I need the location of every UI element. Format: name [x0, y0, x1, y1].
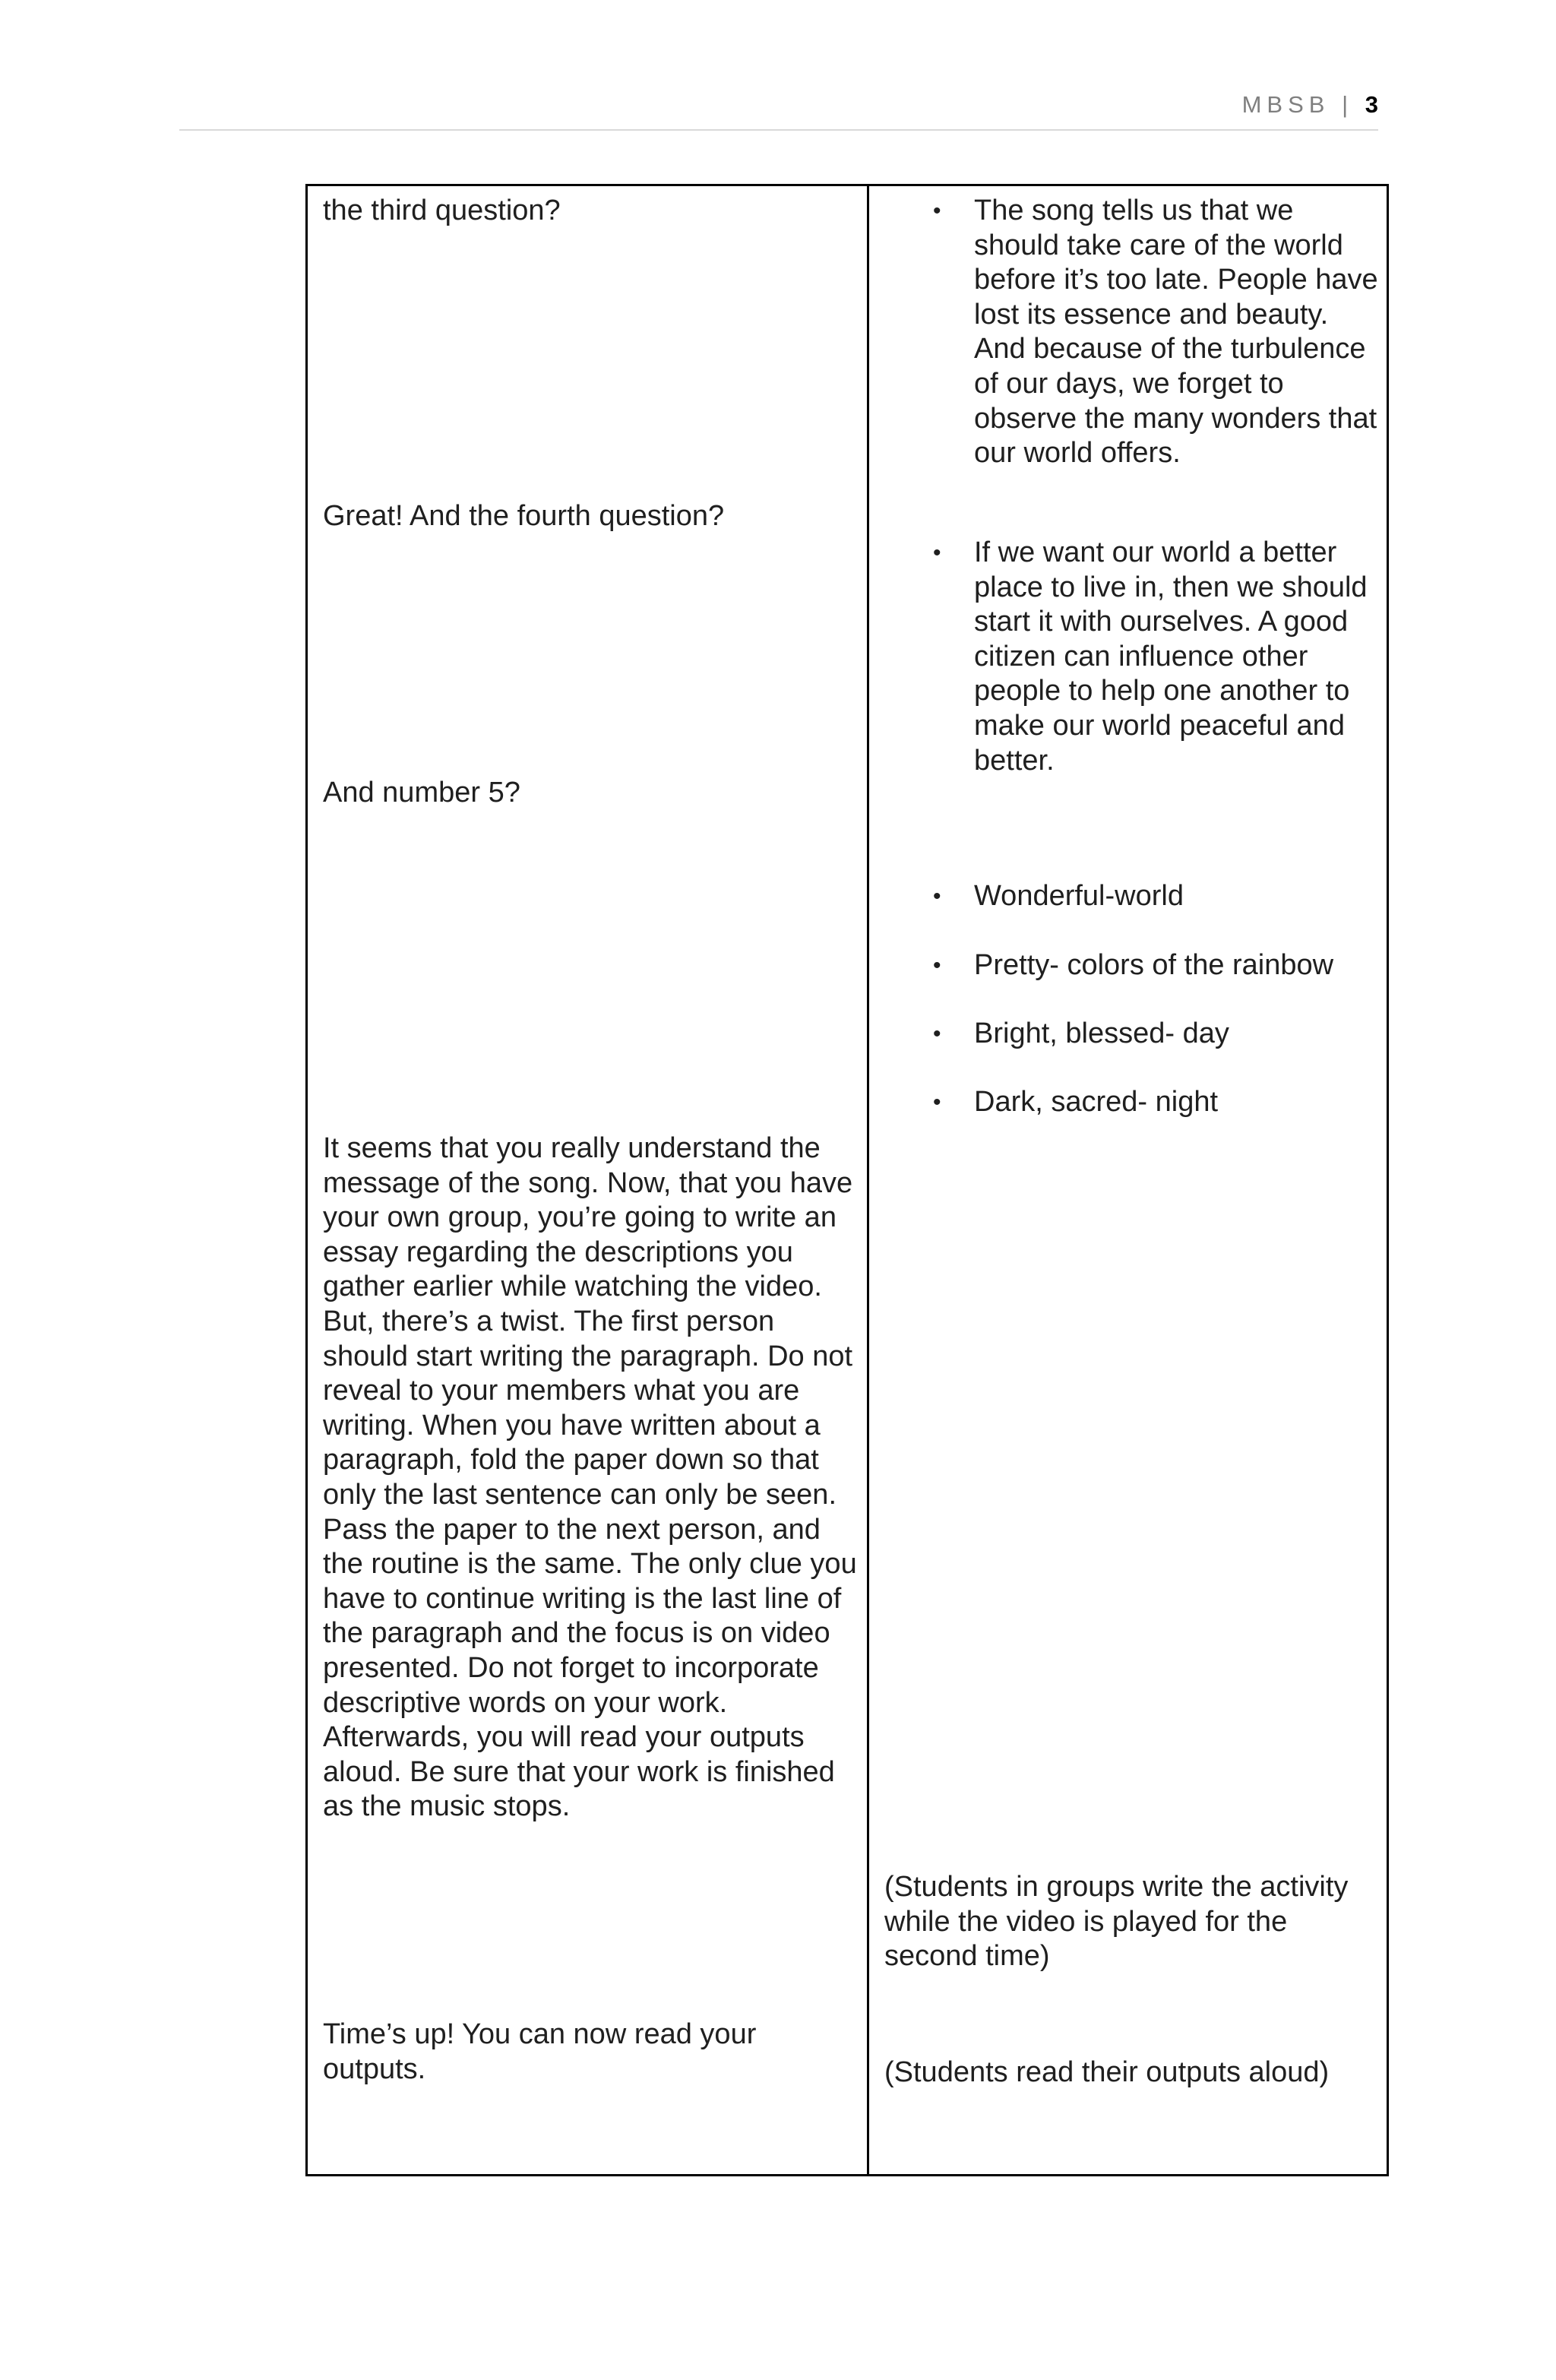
teacher-question-5: And number 5?	[323, 777, 520, 809]
student-activity-note: (Students in groups write the activity while the video is played for the second time)	[884, 1871, 1349, 1973]
bullet-marker: •	[933, 540, 941, 565]
bullet-marker: •	[933, 1021, 941, 1046]
student-column	[869, 186, 1389, 2174]
teacher-question-3: the third question?	[323, 195, 561, 226]
header-separator: |	[1342, 91, 1354, 118]
student-answer-3: The song tells us that we should take care of the world before it’s too late. People have lost its essence and beauty. And because of the turbulence of our days, we forget to observe the many wonders that our world offers.	[974, 195, 1378, 470]
bullet-marker: •	[933, 198, 941, 223]
bullet-marker: •	[933, 1090, 941, 1115]
page-number: 3	[1365, 91, 1378, 118]
lesson-table	[305, 184, 1389, 2176]
student-answer-4: If we want our world a better place to live in, then we should start it with ourselves. A good citizen can influence other people to help one another to make our world peaceful and better.	[974, 536, 1368, 777]
teacher-question-4: Great! And the fourth question?	[323, 500, 725, 532]
teacher-times-up: Time’s up! You can now read your outputs.	[323, 2018, 757, 2085]
bullet-marker: •	[933, 953, 941, 978]
student-answer-5-item: Wonderful-world	[974, 880, 1184, 912]
student-read-note: (Students read their outputs aloud)	[884, 2056, 1330, 2088]
student-answer-5-item: Pretty- colors of the rainbow	[974, 949, 1334, 981]
header-label: MBSB	[1241, 91, 1330, 118]
header-text	[1242, 91, 1378, 119]
teacher-instructions: It seems that you really understand the message of the song. Now, that you have your own group, you’re going to write an essay regarding the descriptions you gather earlier while watching the video. But, there’s a twist. The first person should start writing the paragraph. Do not reveal to your members what you are writing. When you have written about a paragraph, fold the paper down so that only the last sentence can only be seen. Pass the paper to the next person, and the routine is the same. The only clue you have to continue writing is the last line of the paragraph and the focus is on video presented. Do not forget to incorporate descriptive words on your work. Afterwards, you will read your outputs aloud. Be sure that your work is finished as the music stops.	[323, 1132, 857, 1823]
bullet-marker: •	[933, 884, 941, 909]
page-header	[179, 90, 1378, 131]
student-answer-5-item: Dark, sacred- night	[974, 1086, 1219, 1118]
student-answer-5-item: Bright, blessed- day	[974, 1018, 1229, 1049]
